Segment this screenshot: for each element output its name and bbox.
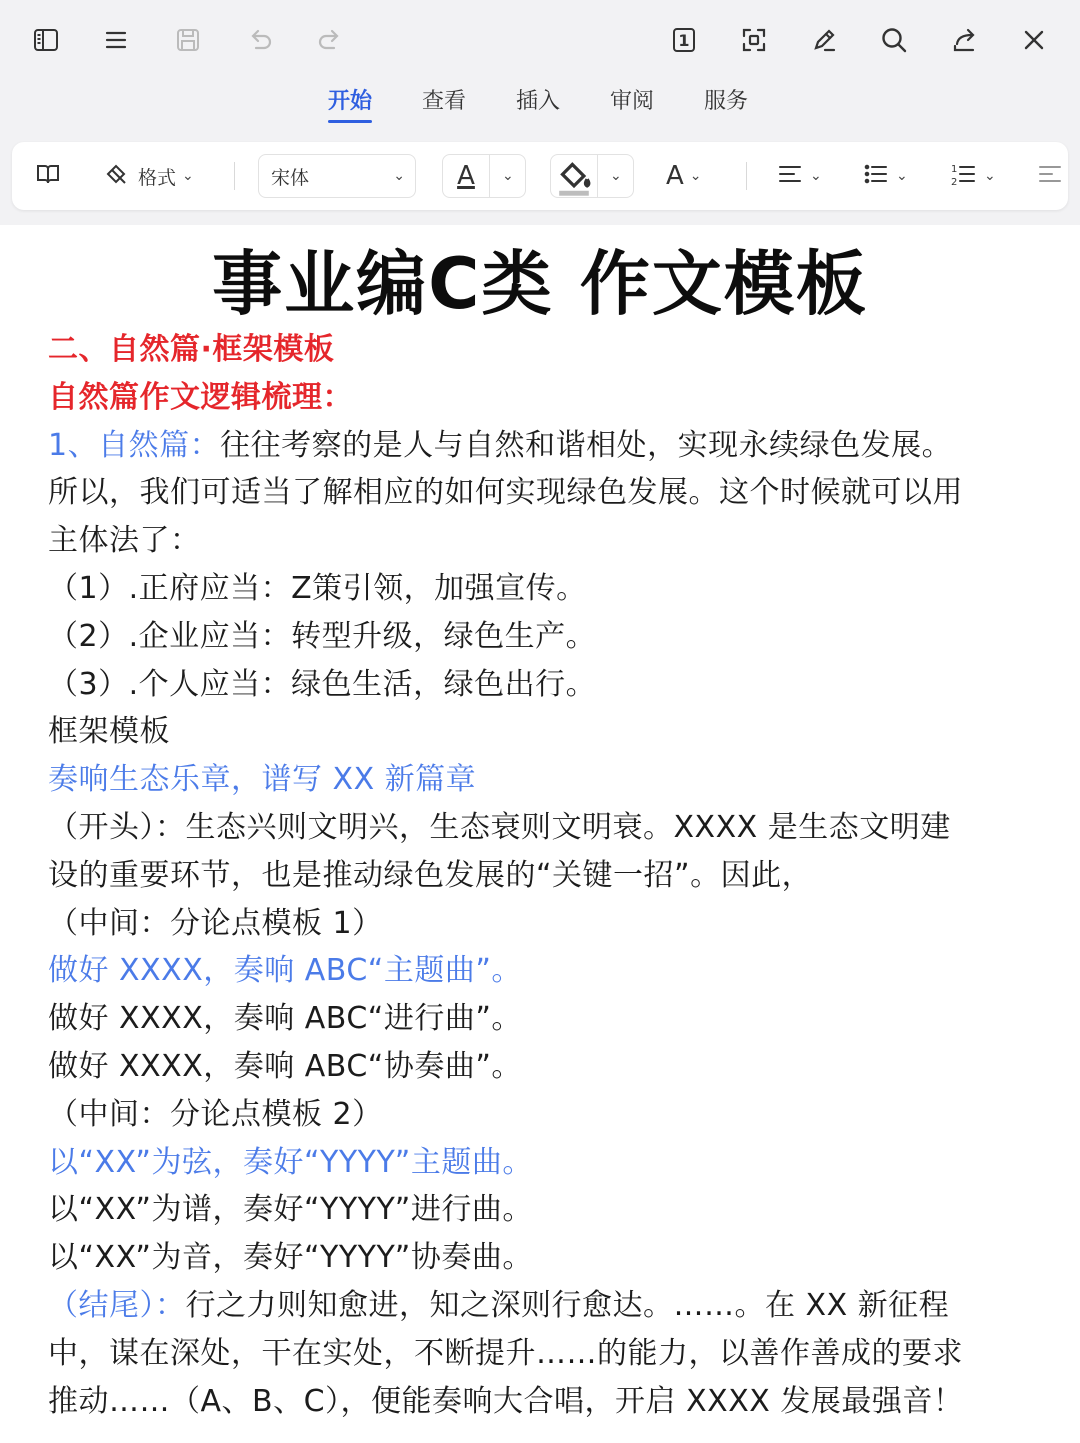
divider (746, 162, 747, 190)
font-size-icon: A (666, 161, 684, 191)
divider (597, 154, 598, 198)
document-line (48, 565, 1048, 613)
document-line (48, 804, 1048, 852)
tab-services[interactable]: 服务 (704, 89, 749, 114)
text-segment: 中，谋在深处，干在实处，不断提升……的能力，以善作善成的要求 (48, 1335, 963, 1371)
document-line (48, 1378, 1048, 1426)
text-segment: 二、自然篇·框架模板 (48, 332, 335, 367)
document-title: 事业编C类 作文模板 (212, 243, 868, 325)
book-icon (34, 160, 62, 193)
pen-icon[interactable] (804, 20, 844, 60)
paint-bucket-icon (551, 153, 597, 199)
numbered-list-button[interactable] (950, 142, 996, 210)
indent-button[interactable] (1036, 142, 1064, 210)
tab-start[interactable]: 开始 (328, 84, 372, 115)
page-count-icon[interactable] (664, 20, 704, 60)
svg-text:2: 2 (951, 176, 958, 188)
sidebar-icon[interactable] (26, 20, 66, 60)
menu-icon[interactable] (96, 20, 136, 60)
format-label: 格式 (138, 166, 177, 189)
format-painter-button[interactable] (102, 142, 194, 210)
document-line (48, 422, 1048, 470)
text-segment: 以“XX”为音，奏好“YYYY”协奏曲。 (48, 1240, 533, 1276)
document-line (48, 947, 1048, 995)
close-icon[interactable] (1014, 20, 1054, 60)
text-segment: 做好 XXXX，奏响 ABC“协奏曲”。 (48, 1048, 522, 1084)
document-line (48, 1043, 1048, 1091)
document-line (48, 995, 1048, 1043)
share-icon[interactable] (944, 20, 984, 60)
text-segment: （3）.个人应当：绿色生活，绿色出行。 (48, 666, 597, 702)
document-line (48, 852, 1048, 900)
text-segment: （中间：分论点模板 2） (48, 1096, 383, 1132)
bullet-list-icon (862, 160, 890, 193)
align-button[interactable] (776, 142, 822, 210)
document-line (48, 900, 1048, 948)
page-count: 1 (678, 30, 690, 50)
undo-icon[interactable] (240, 20, 280, 60)
document-line (48, 1330, 1048, 1378)
font-size-button[interactable] (666, 142, 702, 210)
divider (234, 162, 235, 190)
chevron-down-icon: ⌄ (393, 168, 405, 184)
tab-review[interactable]: 审阅 (610, 89, 655, 114)
text-segment: （结尾）： (48, 1287, 186, 1323)
ribbon-tabs (0, 84, 1080, 128)
search-icon[interactable] (874, 20, 914, 60)
document-line (48, 1234, 1048, 1282)
numbered-list-icon (950, 160, 978, 193)
text-segment: 框架模板 (48, 714, 170, 750)
formatting-ribbon (12, 142, 1068, 210)
brush-icon (102, 160, 130, 193)
align-left-icon (776, 160, 804, 193)
bullet-list-button[interactable] (862, 142, 908, 210)
save-icon[interactable] (168, 20, 208, 60)
document-line (48, 1091, 1048, 1139)
divider (489, 154, 490, 198)
document-line (48, 1139, 1048, 1187)
highlight-color-button[interactable] (550, 154, 634, 198)
text-segment: 所以，我们可适当了解相应的如何实现绿色发展。这个时候就可以用 (48, 475, 963, 511)
app-toolbar-area (0, 0, 1080, 225)
text-segment: 以“XX”为弦，奏好“YYYY”主题曲。 (48, 1144, 533, 1180)
tab-insert[interactable]: 插入 (516, 89, 561, 114)
text-segment: 1、自然篇： (48, 427, 221, 463)
chevron-down-icon: ⌄ (810, 168, 822, 184)
redo-icon[interactable] (310, 20, 350, 60)
text-segment: （2）.企业应当：转型升级，绿色生产。 (48, 618, 597, 654)
fullscreen-icon[interactable] (734, 20, 774, 60)
document-line (48, 374, 1048, 422)
chevron-down-icon: ⌄ (610, 168, 622, 184)
reading-mode-button[interactable] (34, 142, 62, 210)
font-family-select[interactable] (258, 154, 416, 198)
chevron-down-icon: ⌄ (689, 168, 702, 184)
document-body[interactable] (48, 326, 1048, 1425)
text-segment: 主体法了： (48, 523, 201, 559)
text-segment: 设的重要环节，也是推动绿色发展的“关键一招”。因此， (48, 857, 813, 893)
document-line (48, 708, 1048, 756)
text-segment: （1）.正府应当：Z策引领，加强宣传。 (48, 570, 587, 606)
font-family-value: 宋体 (271, 166, 310, 189)
document-line (48, 469, 1048, 517)
text-segment: 推动……（A、B、C），便能奏响大合唱，开启 XXXX 发展最强音！ (48, 1383, 964, 1419)
font-color-icon: A (457, 161, 475, 191)
document-line (48, 613, 1048, 661)
document-line (48, 1282, 1048, 1330)
document-line (48, 1186, 1048, 1234)
text-segment: 行之力则知愈进，知之深则行愈达。……。在 XX 新征程 (185, 1287, 950, 1323)
chevron-down-icon: ⌄ (182, 168, 194, 184)
tab-view[interactable]: 查看 (422, 89, 467, 114)
font-color-button[interactable] (442, 154, 526, 198)
chevron-down-icon: ⌄ (502, 168, 514, 184)
document-line (48, 661, 1048, 709)
document-line (48, 517, 1048, 565)
text-segment: （开头）：生态兴则文明兴，生态衰则文明衰。XXXX 是生态文明建 (48, 809, 951, 845)
text-segment: 做好 XXXX，奏响 ABC“主题曲”。 (48, 953, 522, 989)
text-segment: 往往考察的是人与自然和谐相处，实现永续绿色发展。 (220, 427, 953, 463)
indent-icon (1036, 160, 1064, 193)
svg-text:1: 1 (951, 163, 958, 175)
text-segment: 自然篇作文逻辑梳理： (48, 379, 353, 415)
chevron-down-icon: ⌄ (984, 168, 996, 184)
text-segment: 以“XX”为谱，奏好“YYYY”进行曲。 (48, 1192, 533, 1228)
text-segment: （中间：分论点模板 1） (48, 905, 383, 941)
document-line (48, 756, 1048, 804)
text-segment: 做好 XXXX，奏响 ABC“进行曲”。 (48, 1001, 522, 1037)
document-line (48, 326, 1048, 374)
chevron-down-icon: ⌄ (896, 168, 908, 184)
text-segment: 奏响生态乐章，谱写 XX 新篇章 (48, 762, 477, 798)
